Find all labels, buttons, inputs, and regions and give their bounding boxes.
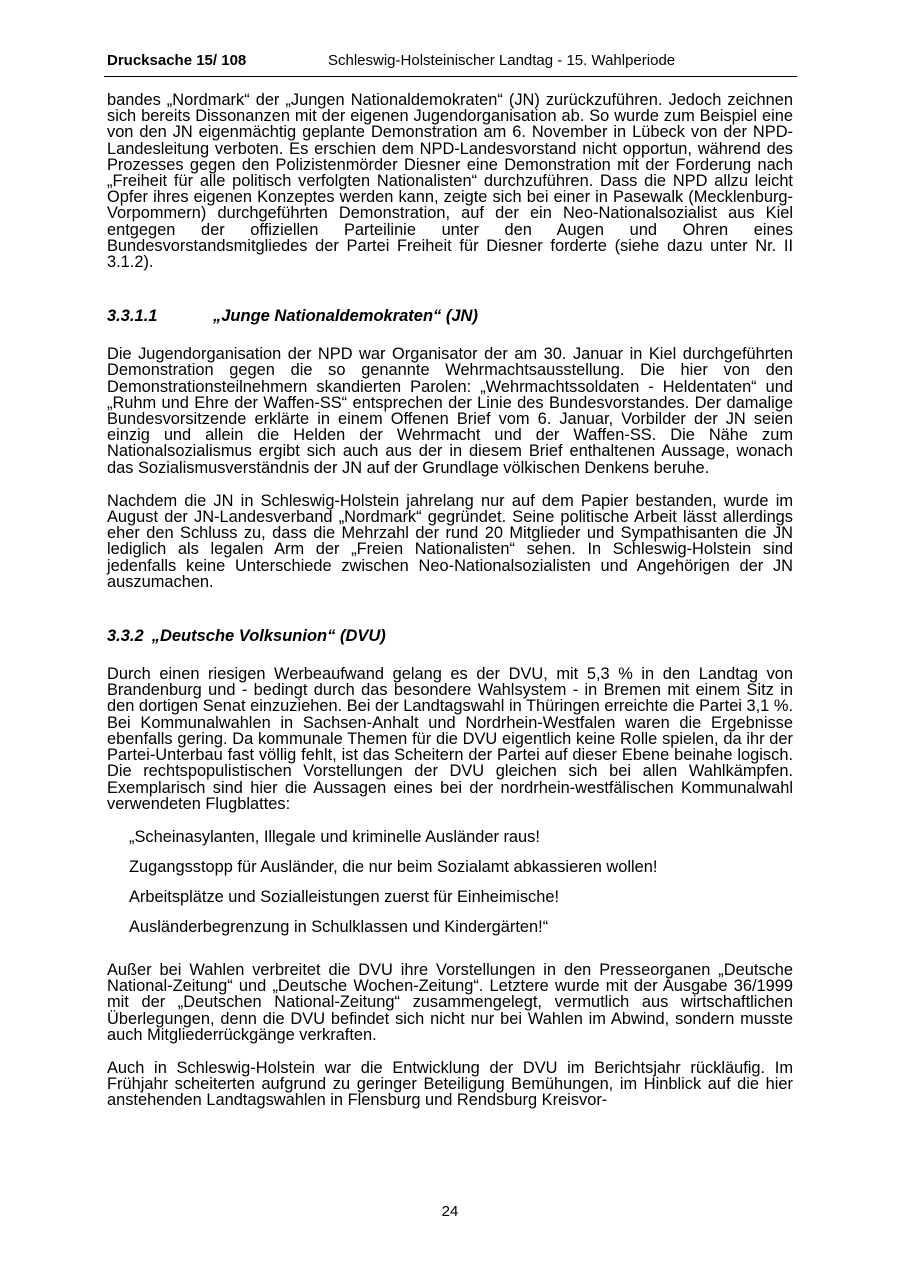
page-content (107, 92, 793, 1109)
flyer-quote-line: Arbeitsplätze und Sozialleistungen zuerst für Einheimische! (129, 887, 560, 906)
section-number: 3.3.1.1 (107, 307, 158, 326)
section-number: 3.3.2 (107, 627, 144, 646)
flyer-quote-line: Ausländerbegrenzung in Schulklassen und Kindergärten!“ (129, 917, 549, 936)
dvu-paragraph-1: Durch einen riesigen Werbeaufwand gelang es der DVU, mit 5,3 % in den Landtag von Brandenburg und - bedingt durch das besondere Wahlsystem - in Bremen mit einem Sitz in den dortigen Senat einzuziehen. Bei der Landtagswahl in Thüringen erreichte die Partei 3,1 %. Bei Kommunalwahlen in Sachsen-Anhalt und Nordrhein-Westfalen waren die Ergebnisse ebenfalls gering. Da kommunale Themen für die DVU eigentlich keine Rolle spielen, da ihr der Partei-Unterbau fast völlig fehlt, ist das Scheitern der Partei auf dieser Ebene beinahe logisch. Die rechtspopulistischen Vorstellungen der DVU gleichen sich bei allen Wahlkämpfen. Exemplarisch sind hier die Aussagen eines bei der nordrhein-westfälischen Kommunalwahl verwendeten Flugblattes: (107, 665, 793, 813)
section-heading-dvu (107, 626, 793, 646)
intro-paragraph: bandes „Nordmark“ der „Jungen Nationaldemokraten“ (JN) zurückzuführen. Jedoch zeichnen sich bereits Dissonanzen mit der eigenen Jugendorganisation ab. So wurde zum Beispiel eine von den JN eigenmächtig geplante Demonstration am 6. November in Lübeck von der NPD-Landesleitung verboten. Es erschien dem NPD-Landesvorstand nicht opportun, während des Prozesses gegen den Polizistenmörder Diesner eine Demonstration mit der Forderung nach „Freiheit für alle politisch verfolgten Nationalisten“ durchzuführen. Dass die NPD allzu leicht Opfer ihres eigenen Konzeptes werden kann, zeigte sich bei einer in Pasewalk (Mecklenburg-Vorpommern) durchgeführten Demonstration, auf der ein Neo-Nationalsozialist aus Kiel entgegen der offiziellen Parteilinie unter den Augen und Ohren eines Bundesvorstandsmitgliedes der Partei Freiheit für Diesner forderte (siehe dazu unter Nr. II 3.1.2). (107, 91, 793, 272)
section-title: „Junge Nationaldemokraten“ (JN) (213, 307, 478, 326)
flyer-quote-line: „Scheinasylanten, Illegale und kriminelle Ausländer raus! (129, 827, 540, 846)
flyer-quote-line: Zugangsstopp für Ausländer, die nur beim Sozialamt abkassieren wollen! (129, 857, 658, 876)
jn-paragraph-1: Die Jugendorganisation der NPD war Organisator der am 30. Januar in Kiel durchgeführten Demonstration gegen die so genannte Wehrmachtsausstellung. Die hier von den Demonstrationsteilnehmern skandierten Parolen: „Wehrmachtssoldaten - Heldentaten“ und „Ruhm und Ehre der Waffen-SS“ entsprechen der Linie des Bundesvorstandes. Der damalige Bundesvorsitzende erklärte in einem Offenen Brief vom 6. Januar, Vorbilder der JN seien einzig und allein die Helden der Wehrmacht und der Waffen-SS. Die Nähe zum Nationalsozialismus ergibt sich auch aus der in diesem Brief enthaltenen Aussage, wonach das Sozialismusverständnis der JN auf der Grundlage völkischen Denkens beruhe. (107, 345, 793, 477)
flyer-quote-block (107, 828, 793, 936)
section-title: „Deutsche Volksunion“ (DVU) (151, 627, 386, 646)
page-header (104, 52, 797, 77)
section-heading-jn (107, 306, 793, 326)
jn-paragraph-2: Nachdem die JN in Schleswig-Holstein jahrelang nur auf dem Papier bestanden, wurde im August der JN-Landesverband „Nordmark“ gegründet. Seine politische Arbeit lässt allerdings eher den Schluss zu, dass die Mehrzahl der rund 20 Mitglieder und Sympathisanten die JN lediglich als legalen Arm der „Freien Nationalisten“ sehen. In Schleswig-Holstein sind jedenfalls keine Unterschiede zwischen Neo-Nationalsozialisten und Angehörigen der JN auszumachen. (107, 491, 793, 591)
document-number: Drucksache 15/ 108 (107, 52, 247, 69)
page-number: 24 (441, 1203, 459, 1220)
document-title: Schleswig-Holsteinischer Landtag - 15. Wahlperiode (328, 52, 676, 69)
dvu-paragraph-2: Außer bei Wahlen verbreitet die DVU ihre Vorstellungen in den Presseorganen „Deutsche National-Zeitung“ und „Deutsche Wochen-Zeitung“. Letztere wurde mit der Ausgabe 36/1999 mit der „Deutschen National-Zeitung“ zusammengelegt, vermutlich aus wirtschaftlichen Überlegungen, denn die DVU befindet sich nicht nur bei Wahlen im Abwind, sondern musste auch Mitgliederrückgänge verkraften. (107, 960, 793, 1044)
dvu-paragraph-3: Auch in Schleswig-Holstein war die Entwicklung der DVU im Berichtsjahr rückläufig. Im Frühjahr scheiterten aufgrund zu geringer Beteiligung Bemühungen, im Hinblick auf die hier anstehenden Landtagswahlen in Flensburg und Rendsburg Kreisvor- (107, 1058, 793, 1110)
